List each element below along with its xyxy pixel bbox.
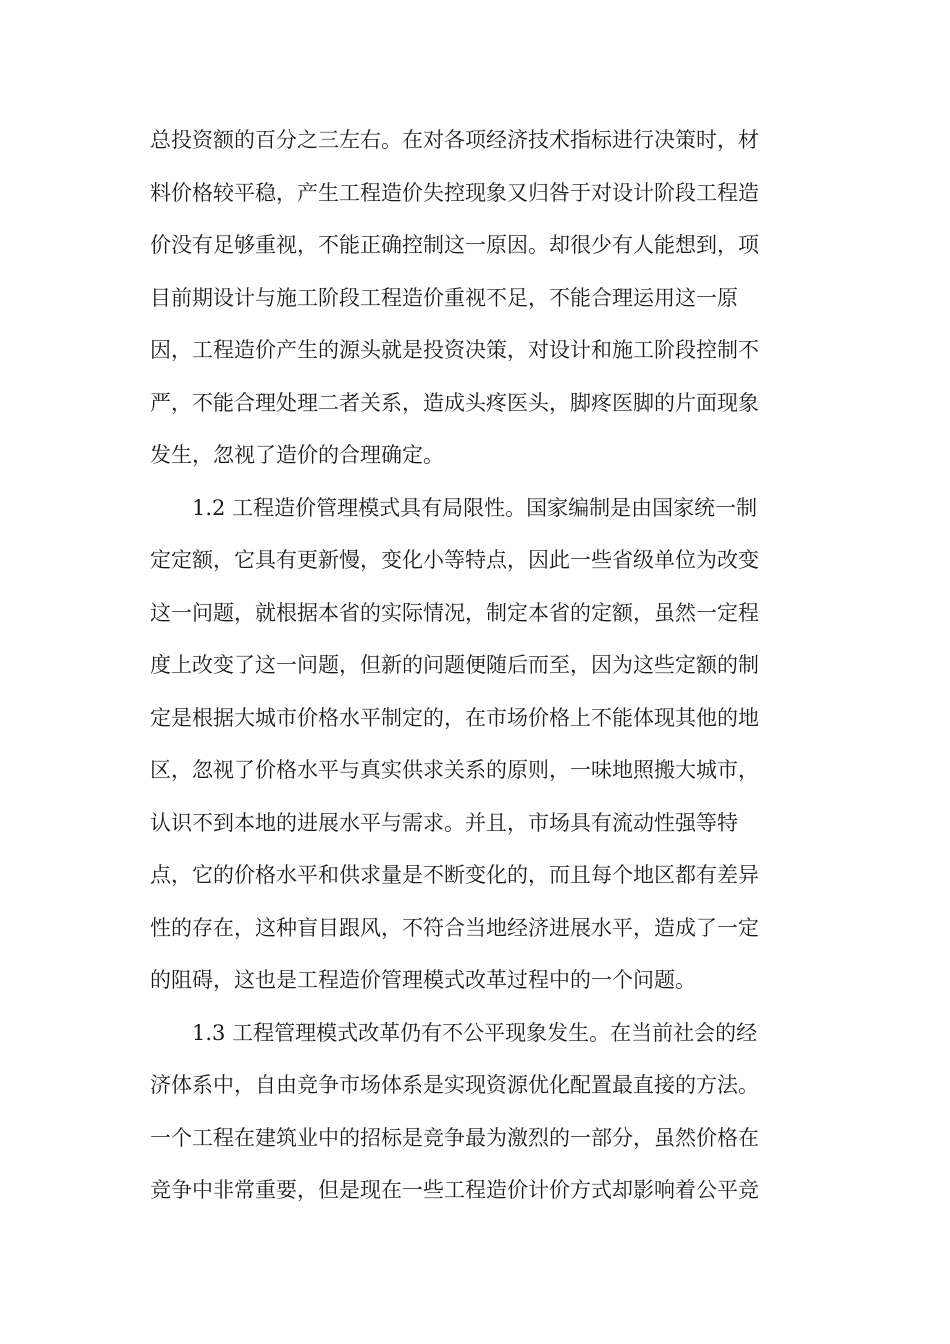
text-line: 价没有足够重视，不能正确控制这一原因。却很少有人能想到，项 xyxy=(150,233,759,257)
text-line: 总投资额的百分之三左右。在对各项经济技术指标进行决策时，材 xyxy=(150,128,759,152)
section-heading-line: 1.3 工程管理模式改革仍有不公平现象发生。在当前社会的经 xyxy=(192,1020,758,1045)
text-line: 定是根据大城市价格水平制定的，在市场价格上不能体现其他的地 xyxy=(150,705,759,730)
text-line: 这一问题，就根据本省的实际情况，制定本省的定额，虽然一定程 xyxy=(150,600,759,625)
text-line: 目前期设计与施工阶段工程造价重视不足，不能合理运用这一原 xyxy=(150,285,738,310)
text-line: 一个工程在建筑业中的招标是竞争最为激烈的一部分，虽然价格在 xyxy=(150,1125,759,1150)
body-text xyxy=(150,114,810,1217)
text-line: 点，它的价格水平和供求量是不断变化的，而且每个地区都有差异 xyxy=(150,863,759,887)
text-line: 区，忽视了价格水平与真实供求关系的原则，一味地照搬大城市， xyxy=(150,758,759,782)
text-line: 度上改变了这一问题，但新的问题便随后而至，因为这些定额的制 xyxy=(150,653,759,677)
text-line: 竞争中非常重要，但是现在一些工程造价计价方式却影响着公平竞 xyxy=(150,1178,759,1202)
text-line: 因，工程造价产生的源头就是投资决策，对设计和施工阶段控制不 xyxy=(150,338,759,362)
text-line: 发生，忽视了造价的合理确定。 xyxy=(150,443,444,467)
section-heading-line: 1.2 工程造价管理模式具有局限性。国家编制是由国家统一制 xyxy=(192,495,758,520)
text-line: 严，不能合理处理二者关系，造成头疼医头，脚疼医脚的片面现象 xyxy=(150,390,759,415)
text-line: 认识不到本地的进展水平与需求。并且，市场具有流动性强等特 xyxy=(150,810,738,835)
text-line: 料价格较平稳，产生工程造价失控现象又归咎于对设计阶段工程造 xyxy=(150,180,759,205)
text-line: 济体系中，自由竞争市场体系是实现资源优化配置最直接的方法。 xyxy=(150,1073,759,1097)
text-line: 的阻碍，这也是工程造价管理模式改革过程中的一个问题。 xyxy=(150,968,696,992)
text-line: 定定额，它具有更新慢，变化小等特点，因此一些省级单位为改变 xyxy=(150,548,759,572)
text-line: 性的存在，这种盲目跟风，不符合当地经济进展水平，造成了一定 xyxy=(150,915,759,940)
